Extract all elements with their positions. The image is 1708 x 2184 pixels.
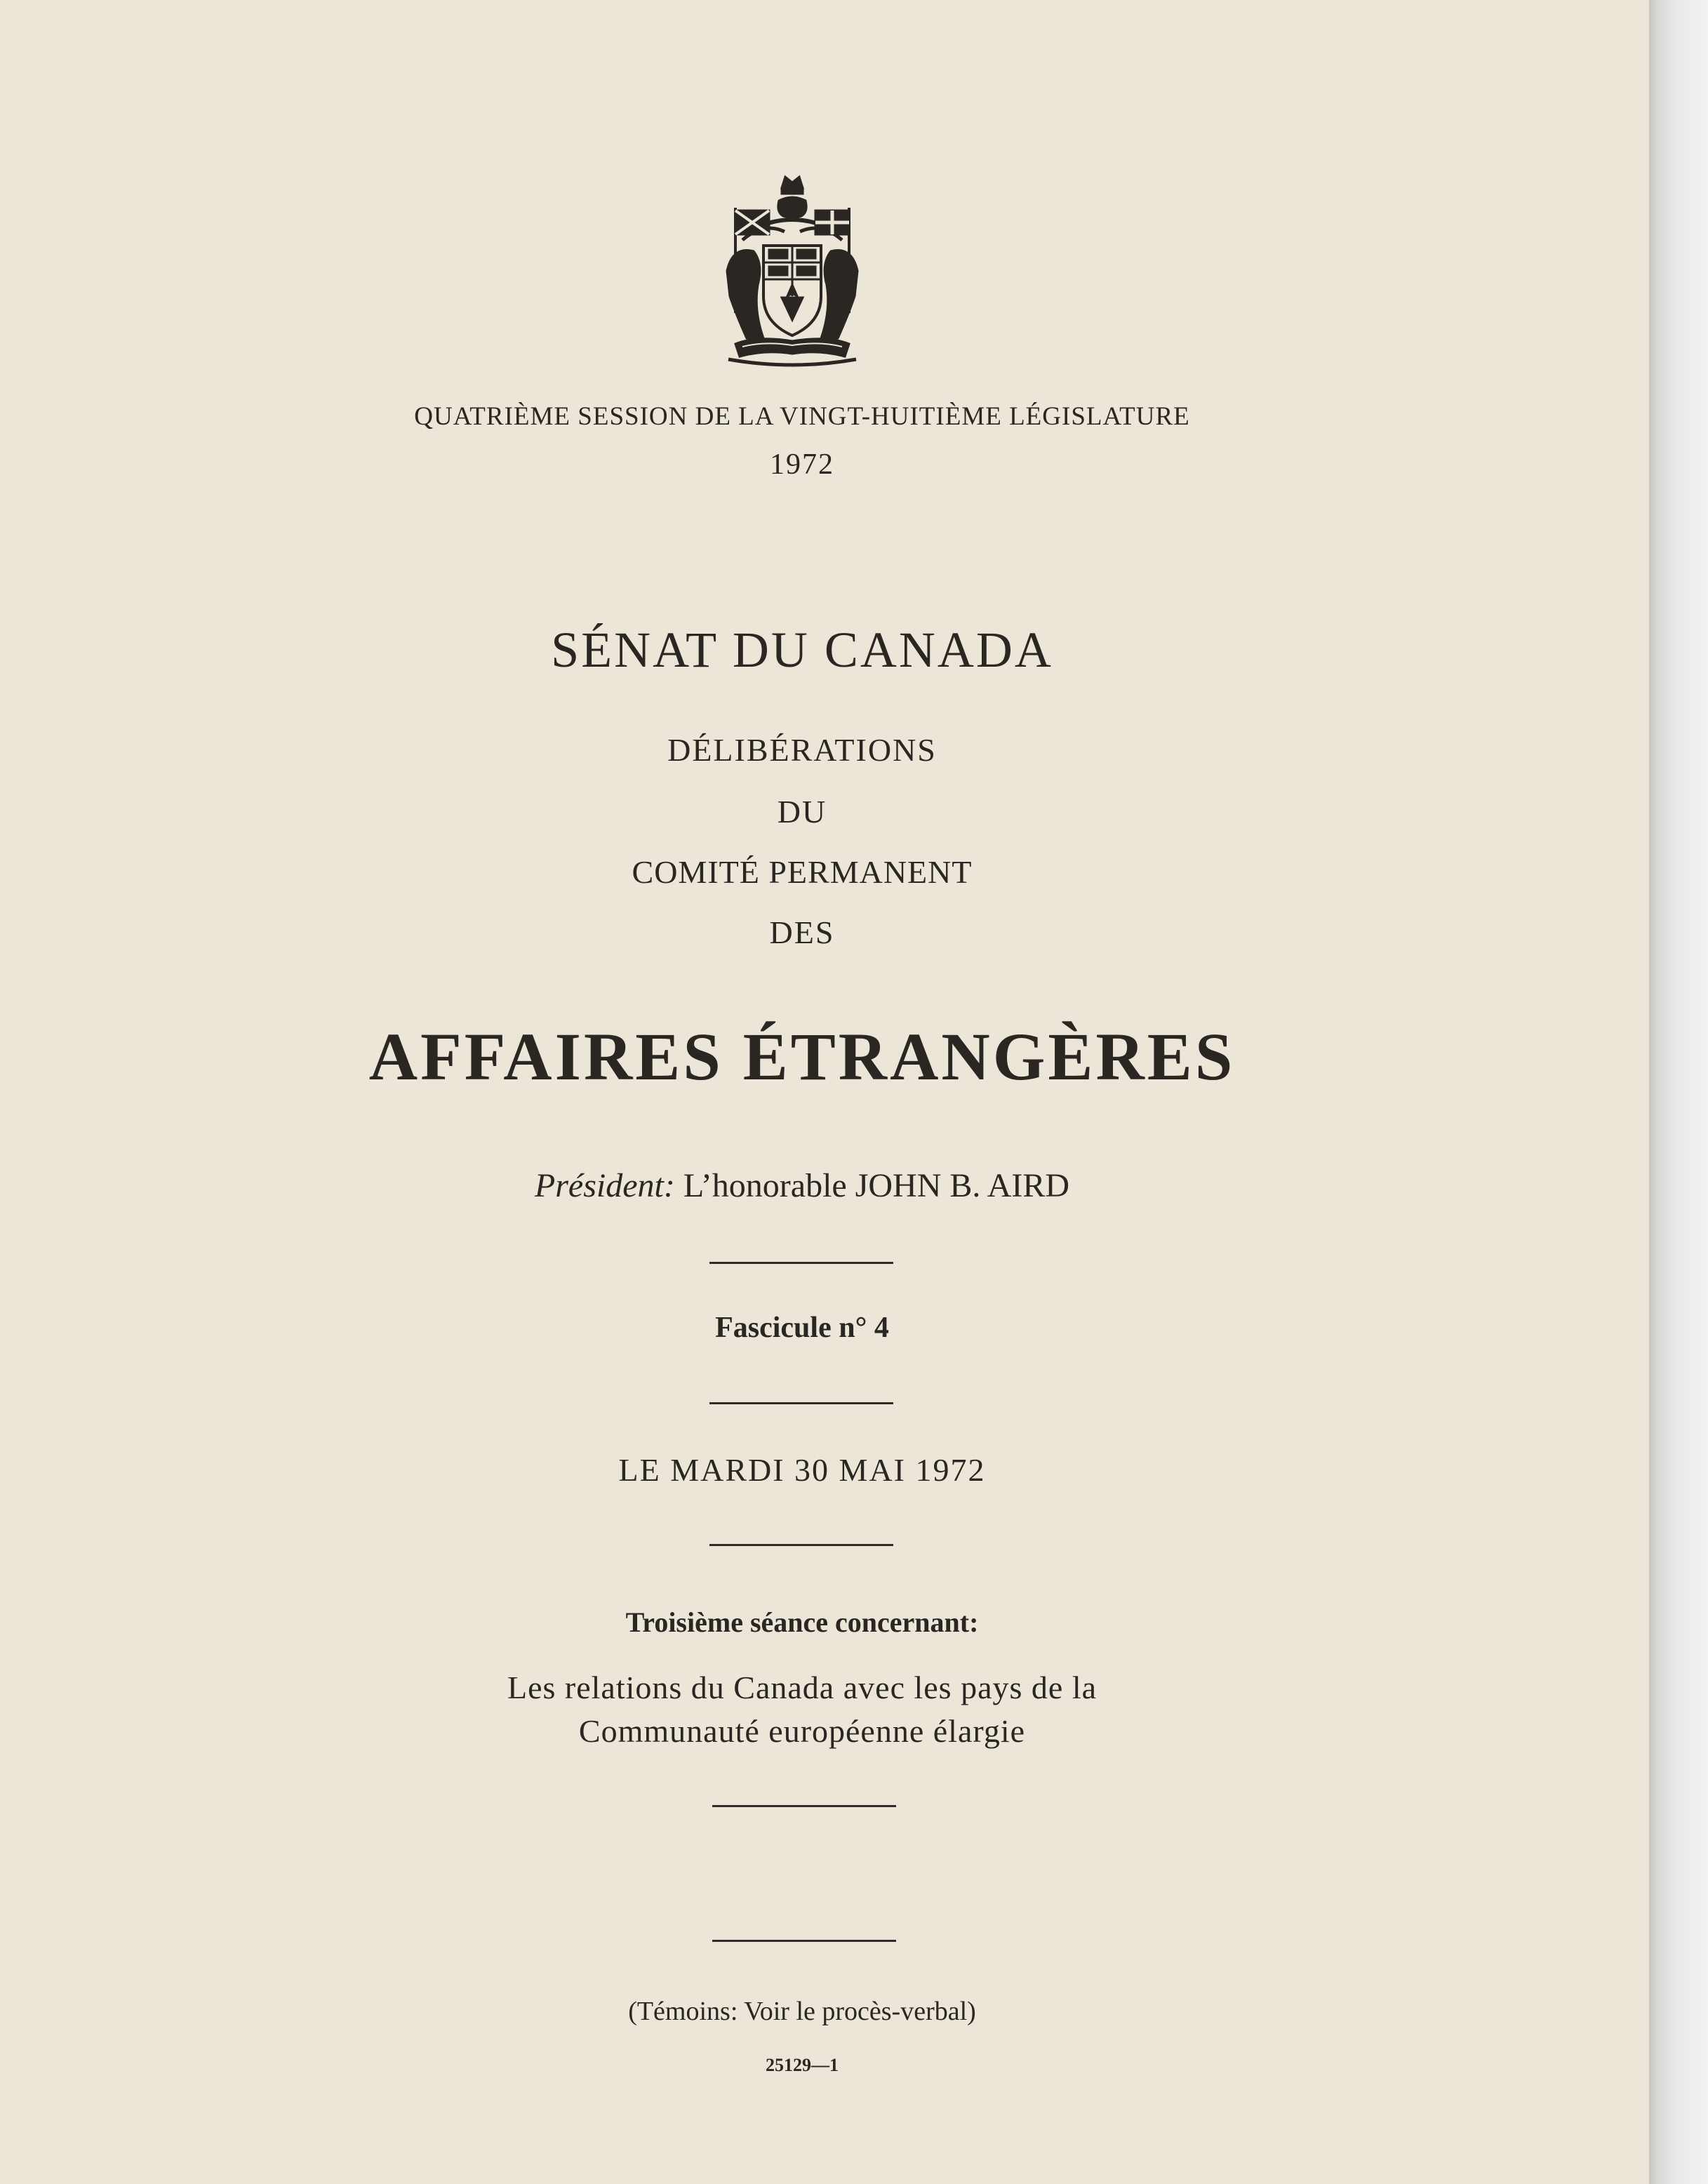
divider-rule (712, 1940, 896, 1942)
print-code: 25129—1 (766, 2055, 839, 2075)
divider-rule (709, 1262, 893, 1264)
divider-rule (709, 1402, 893, 1404)
title-line-du: DU (777, 794, 827, 830)
title-line-des: DES (769, 914, 835, 950)
chairman-name: L’honorable JOHN B. AIRD (683, 1167, 1070, 1204)
chairman-line (0, 1166, 1604, 1205)
session-heading: QUATRIÈME SESSION DE LA VINGT-HUITIÈME LÉGISLATURE (414, 402, 1190, 431)
canadian-coat-of-arms-icon (714, 173, 870, 371)
subject-line-1: Les relations du Canada avec les pays de la (507, 1670, 1097, 1705)
issue-number: Fascicule n° 4 (715, 1312, 889, 1344)
divider-rule (712, 1805, 896, 1807)
divider-rule (709, 1544, 893, 1546)
chairman-label: Président: (534, 1167, 675, 1204)
meeting-date: LE MARDI 30 MAI 1972 (618, 1452, 986, 1488)
witnesses-note: (Témoins: Voir le procès-verbal) (628, 1997, 976, 2026)
title-line-standing-committee: COMITÉ PERMANENT (632, 854, 973, 890)
title-line-deliberations: DÉLIBÉRATIONS (667, 732, 937, 768)
subject-line-2: Communauté européenne élargie (578, 1713, 1026, 1749)
page-edge-shadow (1649, 0, 1708, 2184)
committee-title: AFFAIRES ÉTRANGÈRES (368, 1019, 1236, 1094)
session-year: 1972 (770, 448, 834, 481)
senate-title: SÉNAT DU CANADA (551, 622, 1053, 678)
sitting-heading: Troisième séance concernant: (625, 1606, 979, 1638)
